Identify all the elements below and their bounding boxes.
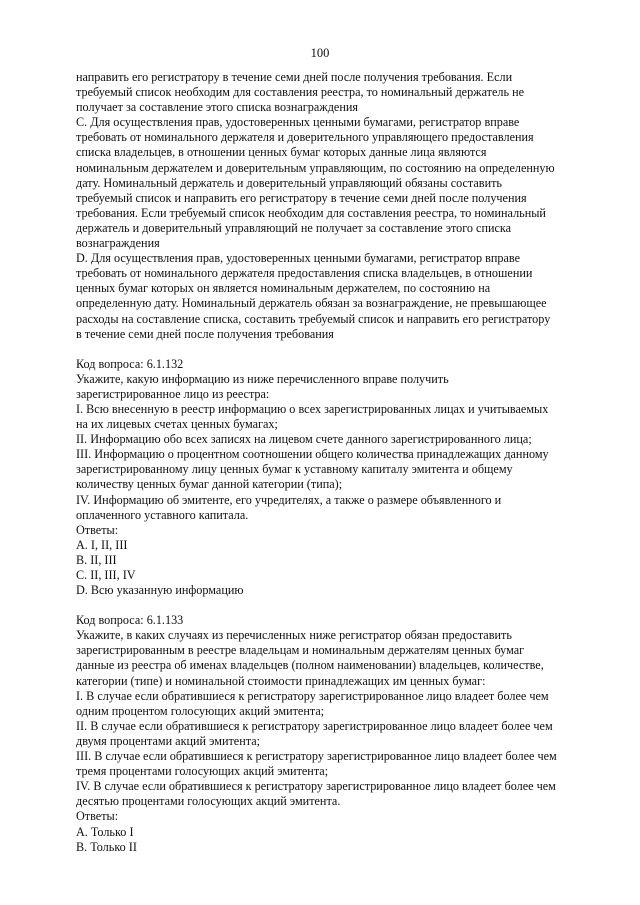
question-item-line: I. Всю внесенную в реестр информацию о всех зарегистрированных лицах и учитываемых	[76, 401, 549, 416]
text-line: требовать от номинального держателя предоставления списка владельцев, в отношении	[76, 266, 533, 281]
text-line: C. Для осуществления прав, удостоверенных ценными бумагами, регистратор вправе	[76, 115, 520, 130]
text-line: D. Для осуществления прав, удостоверенных ценными бумагами, регистратор вправе	[76, 251, 520, 266]
question-prompt-line: Укажите, в каких случаях из перечисленных ниже регистратор обязан предоставить	[76, 628, 512, 643]
text-line: ценных бумаг которых он является номинальным держателем, по состоянию на	[76, 281, 491, 296]
answers-label: Ответы:	[76, 809, 119, 824]
question-item-line: десятью процентами голосующих акций эмитента.	[76, 794, 341, 809]
answer-option: C. II, III, IV	[76, 568, 136, 582]
question-item-line: оплаченного уставного капитала.	[76, 507, 249, 522]
question-6-1-133	[76, 613, 596, 855]
text-line: списка владельцев, в отношении ценных бумаг которых данные лица являются	[76, 145, 487, 160]
question-item-line: тремя процентами голосующих акций эмитента;	[76, 764, 329, 779]
text-line: требуемый список необходим для составления реестра, то номинальный держатель не	[76, 85, 525, 100]
page-number: 100	[310, 46, 330, 60]
question-item-line: III. Информацию о процентном соотношении общего количества принадлежащих данному	[76, 447, 549, 462]
paragraph-gap	[76, 342, 596, 357]
text-line: вознаграждения	[76, 236, 160, 251]
question-item-line: IV. Информацию об эмитенте, его учредителях, а также о размере объявленного и	[76, 492, 502, 507]
question-item-line: I. В случае если обратившиеся к регистратору зарегистрированное лицо владеет более чем	[76, 688, 549, 703]
answer-option: B. Только II	[76, 839, 137, 854]
question-item-line: III. В случае если обратившиеся к регистратору зарегистрированное лицо владеет более чем	[76, 749, 557, 764]
question-item-line: двумя процентами акций эмитента;	[76, 733, 260, 748]
option-c-paragraph	[76, 115, 596, 251]
question-item-line: II. В случае если обратившиеся к регистратору зарегистрированное лицо владеет более чем	[76, 718, 553, 733]
question-prompt-line: зарегистрированным в реестре владельцам и номинальным держателям ценных бумаг	[76, 643, 525, 658]
question-6-1-132	[76, 357, 596, 599]
text-line: расходы на составление списка, составить требуемый список и направить его регистратору	[76, 311, 551, 326]
text-line: дату. Номинальный держатель и доверительный управляющий обязаны составить	[76, 175, 502, 190]
answer-option: A. Только I	[76, 824, 134, 839]
text-line: требования. Если требуемый список необходим для составления реестра, то номинальный	[76, 205, 546, 220]
question-prompt-line: Укажите, какую информацию из ниже перечисленного вправе получить	[76, 371, 449, 386]
text-line: в течение семи дней после получения требования	[76, 326, 334, 341]
text-line: определенную дату. Номинальный держатель обязан за вознаграждение, не превышающее	[76, 296, 547, 311]
question-prompt-line: данные из реестра об именах владельцев (полном наименовании) владельцев, количестве,	[76, 658, 544, 673]
question-item-line: на их лицевых счетах ценных бумагах;	[76, 417, 278, 432]
question-item-line: зарегистрированному лицу ценных бумаг к уставному капиталу эмитента и общему	[76, 462, 513, 477]
question-item-line: IV. В случае если обратившиеся к регистратору зарегистрированное лицо владеет более чем	[76, 779, 556, 794]
text-line: держатель и доверительный управляющий не получает за составление этого списка	[76, 220, 512, 235]
question-prompt-line: категории (типе) и номинальной стоимости принадлежащих им ценных бумаг:	[76, 673, 486, 688]
question-prompt-line: зарегистрированное лицо из реестра:	[76, 386, 270, 401]
text-line: направить его регистратору в течение семи дней после получения требования. Если	[76, 70, 513, 84]
text-line: требовать от номинального держателя и доверительного управляющего предоставления	[76, 130, 534, 145]
answer-option: B. II, III	[76, 552, 117, 567]
document-body	[76, 70, 596, 855]
question-item-line: одним процентом голосующих акций эмитента;	[76, 703, 325, 718]
question-item-line: количеству ценных бумаг данной категории (типа);	[76, 477, 343, 492]
text-line: номинальным держателем и доверительным управляющим, по состоянию на определенную	[76, 160, 555, 175]
question-item-line: II. Информацию обо всех записях на лицевом счете данного зарегистрированного лица;	[76, 432, 532, 447]
answer-option: D. Всю указанную информацию	[76, 583, 244, 598]
paragraph-gap	[76, 598, 596, 613]
text-line: получает за составление этого списка вознаграждения	[76, 100, 358, 115]
question-code: Код вопроса: 6.1.132	[76, 356, 184, 371]
text-line: требуемый список и направить его регистратору в течение семи дней после получения	[76, 190, 527, 205]
question-code: Код вопроса: 6.1.133	[76, 613, 184, 628]
answers-label: Ответы:	[76, 522, 119, 537]
intro-paragraph	[76, 70, 596, 115]
answer-option: A. I, II, III	[76, 537, 128, 552]
option-d-paragraph	[76, 251, 596, 342]
